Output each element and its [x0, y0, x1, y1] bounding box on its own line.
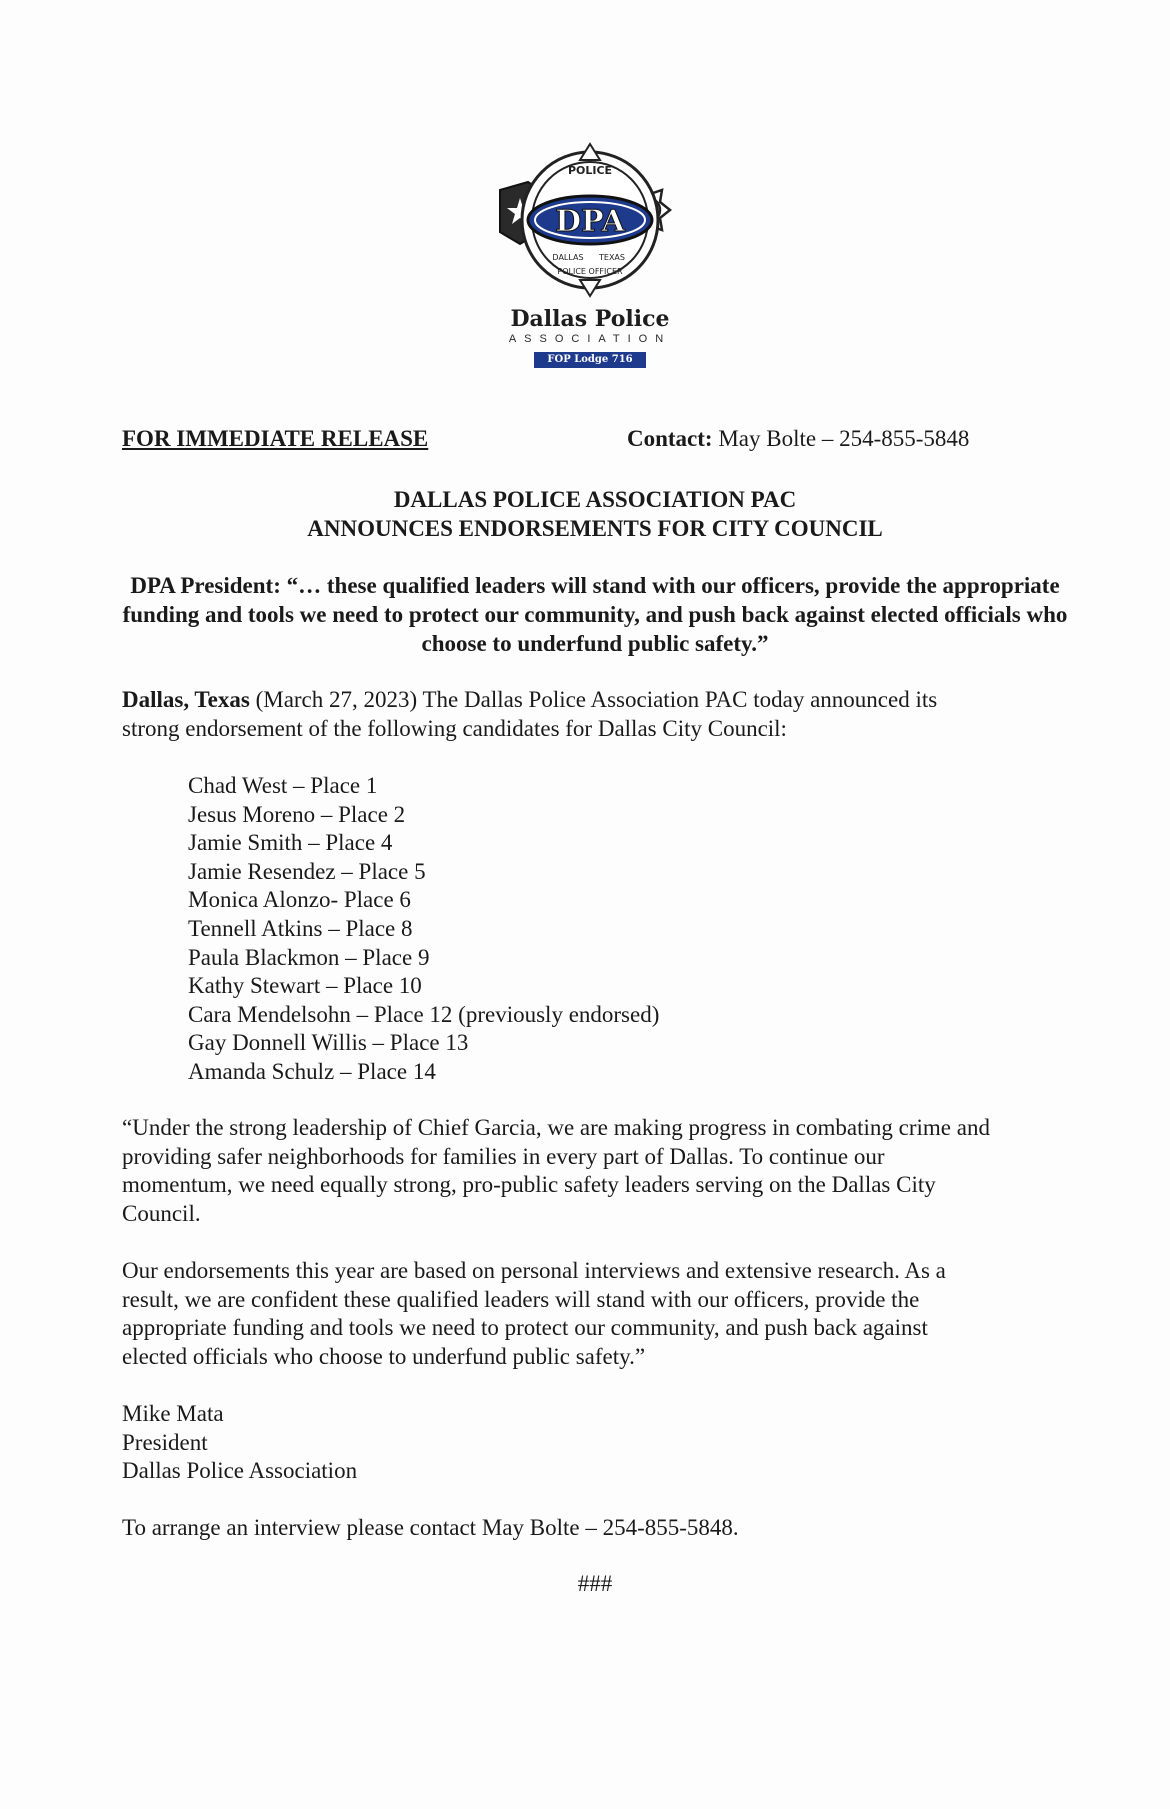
signer-org: Dallas Police Association	[122, 1458, 358, 1484]
end-mark: ###	[577, 1571, 613, 1596]
signer-title: President	[122, 1429, 208, 1455]
quote1-line: providing safer neighborhoods for families in every part of Dallas. To continue our	[122, 1143, 885, 1169]
quote2-line: result, we are confident these qualified leaders will stand with our officers, provide the	[122, 1286, 920, 1312]
quote2-line: appropriate funding and tools we need to protect our community, and push back against	[122, 1315, 928, 1341]
dpa-logo	[490, 140, 700, 370]
badge-center-text: DPA	[555, 204, 625, 239]
list-item: Cara Mendelsohn – Place 12 (previously endorsed)	[188, 1001, 660, 1027]
signer-name: Mike Mata	[122, 1401, 224, 1426]
quote2-line: elected officials who choose to underfund public safety.”	[122, 1343, 646, 1369]
dpa-badge-icon	[490, 140, 690, 305]
contact-value: May Bolte – 254-855-5848	[712, 426, 970, 451]
headline-line-1: DALLAS POLICE ASSOCIATION PAC	[393, 487, 797, 512]
intro-line-2: strong endorsement of the following candidates for Dallas City Council:	[122, 715, 787, 741]
signature-block	[122, 1400, 1072, 1486]
logo-name: Dallas Police	[510, 306, 670, 332]
logo-lodge-badge: FOP Lodge 716	[534, 352, 646, 368]
subhead-quote: DPA President: “… these qualified leaders will stand with our officers, provide the appropriate funding and tools we need to protect our community, and push back against elected officials who choose to underfund public safety.”	[122, 573, 1068, 656]
dateline: Dallas, Texas	[122, 687, 250, 712]
headline	[0, 485, 1170, 543]
badge-band-right: TEXAS	[599, 253, 625, 262]
list-item: Jamie Resendez – Place 5	[188, 858, 426, 884]
contact-label: Contact:	[627, 426, 713, 451]
quote-paragraph-2	[122, 1257, 1072, 1371]
list-item: Kathy Stewart – Place 10	[188, 973, 422, 999]
intro-paragraph	[122, 686, 1072, 743]
list-item: Amanda Schulz – Place 14	[188, 1058, 436, 1084]
quote1-line: Council.	[122, 1200, 201, 1226]
badge-bottom-text: POLICE OFFICER	[557, 267, 623, 276]
list-item: Jamie Smith – Place 4	[188, 830, 393, 856]
list-item: Monica Alonzo- Place 6	[188, 887, 411, 913]
closing-contact: To arrange an interview please contact May Bolte – 254-855-5848.	[122, 1515, 739, 1540]
badge-top-text: POLICE	[567, 164, 613, 177]
contact-line	[627, 426, 969, 452]
quote1-line: momentum, we need equally strong, pro-public safety leaders serving on the Dallas City	[122, 1172, 936, 1198]
headline-line-2: ANNOUNCES ENDORSEMENTS FOR CITY COUNCIL	[307, 516, 883, 541]
quote2-line: Our endorsements this year are based on personal interviews and extensive research. As a	[122, 1258, 946, 1283]
list-item: Jesus Moreno – Place 2	[188, 801, 406, 827]
intro-line-1: (March 27, 2023) The Dallas Police Association PAC today announced its	[249, 687, 938, 712]
list-item: Gay Donnell Willis – Place 13	[188, 1030, 469, 1056]
release-label: FOR IMMEDIATE RELEASE	[122, 426, 429, 451]
candidate-list	[188, 772, 659, 1087]
list-item: Tennell Atkins – Place 8	[188, 915, 413, 941]
logo-association: ASSOCIATION	[508, 333, 672, 345]
quote-paragraph-1	[122, 1114, 1072, 1228]
list-item: Paula Blackmon – Place 9	[188, 944, 430, 970]
badge-band-left: DALLAS	[552, 253, 584, 262]
quote1-line: “Under the strong leadership of Chief Garcia, we are making progress in combating crime and	[122, 1115, 990, 1140]
list-item: Chad West – Place 1	[188, 773, 378, 798]
